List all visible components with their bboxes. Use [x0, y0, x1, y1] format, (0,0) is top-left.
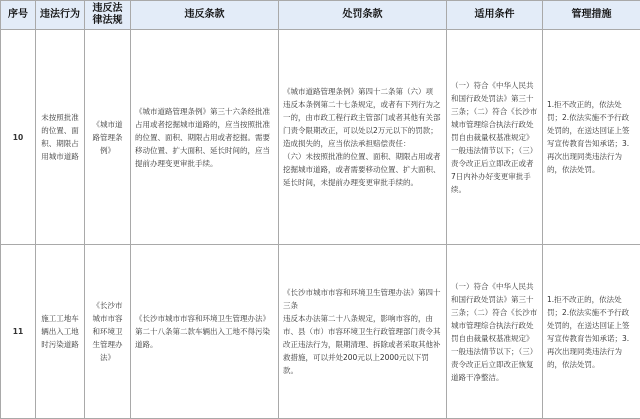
violated-clause: 《城市道路管理条例》第三十六条经批准占用或者挖掘城市道路的，应当按照批准的位置、面积、期限占用或者挖掘。需要移动位置、扩大面积、延长时间的，应当提前办理变更审批手续。: [131, 30, 279, 245]
violated-law: 《城市道路管理条例》: [85, 30, 131, 245]
violated-law: 《长沙市城市市容和环境卫生管理办法》: [85, 245, 131, 419]
header-law: 违反法律法规: [85, 1, 131, 30]
violated-clause: 《长沙市城市市容和环境卫生管理办法》第二十八条第二款车辆出入工地不得污染道路。: [131, 245, 279, 419]
header-act: 违法行为: [36, 1, 85, 30]
penalty-clause: [279, 245, 447, 419]
penalty-text: 违反本条例第二十七条规定，或者有下列行为之一的，由市政工程行政主管部门或者其他有关部门责令限期改正，可以处以2万元以下的罚款；造成损失的，应当依法承担赔偿责任：: [283, 98, 442, 150]
header-row: [1, 1, 640, 30]
row-number: 11: [1, 245, 36, 419]
penalty-text: 违反本办法第二十八条规定，影响市容的，由市、县（市）市容环境卫生行政管理部门责令其改正违法行为，限期清理、拆除或者采取其他补救措施，可以并处200元以上2000元以下罚款。: [283, 312, 442, 377]
penalty-item: （六）未按照批准的位置、面积、期限占用或者挖掘城市道路，或者需要移动位置、扩大面积、延长时间，未提前办理变更审批手续的。: [283, 150, 442, 189]
header-violation: 违反条款: [131, 1, 279, 30]
row-number: 10: [1, 30, 36, 245]
management-measures: 1.拒不改正的，依法处罚；2.依法实施不予行政处罚的，在送达回证上签写宣传教育告知承诺；3.再次出现同类违法行为的，依法处罚。: [543, 245, 640, 419]
penalty-clause: [279, 30, 447, 245]
header-no: 序号: [1, 1, 36, 30]
violation-act: 未按照批准的位置、面积、期限占用城市道路: [36, 30, 85, 245]
header-measures: 管理措施: [543, 1, 640, 30]
applicable-conditions: （一）符合《中华人民共和国行政处罚法》第三十三条；（二）符合《长沙市城市管理综合执法行政处罚自由裁量权基准规定》一般违法情节以下；（三）责令改正后立即改正恢复道路干净整洁。: [447, 245, 543, 419]
header-penalty: 处罚条款: [279, 1, 447, 30]
violation-act: 施工工地车辆出入工地时污染道路: [36, 245, 85, 419]
table-row: [1, 30, 640, 245]
management-measures: 1.拒不改正的，依法处罚；2.依法实施不予行政处罚的，在送达回证上签写宣传教育告知承诺；3.再次出现同类违法行为的，依法处罚。: [543, 30, 640, 245]
penalty-source: 《城市道路管理条例》第四十二条第（六）项: [283, 85, 442, 98]
header-conditions: 适用条件: [447, 1, 543, 30]
penalty-source: 《长沙市城市市容和环境卫生管理办法》第四十三条: [283, 286, 442, 312]
applicable-conditions: （一）符合《中华人民共和国行政处罚法》第三十三条；（二）符合《长沙市城市管理综合执法行政处罚自由裁量权基准规定》一般违法情节以下；（三）责令改正后立即改正或者7日内补办好变更审批手续。: [447, 30, 543, 245]
table-row: [1, 245, 640, 419]
